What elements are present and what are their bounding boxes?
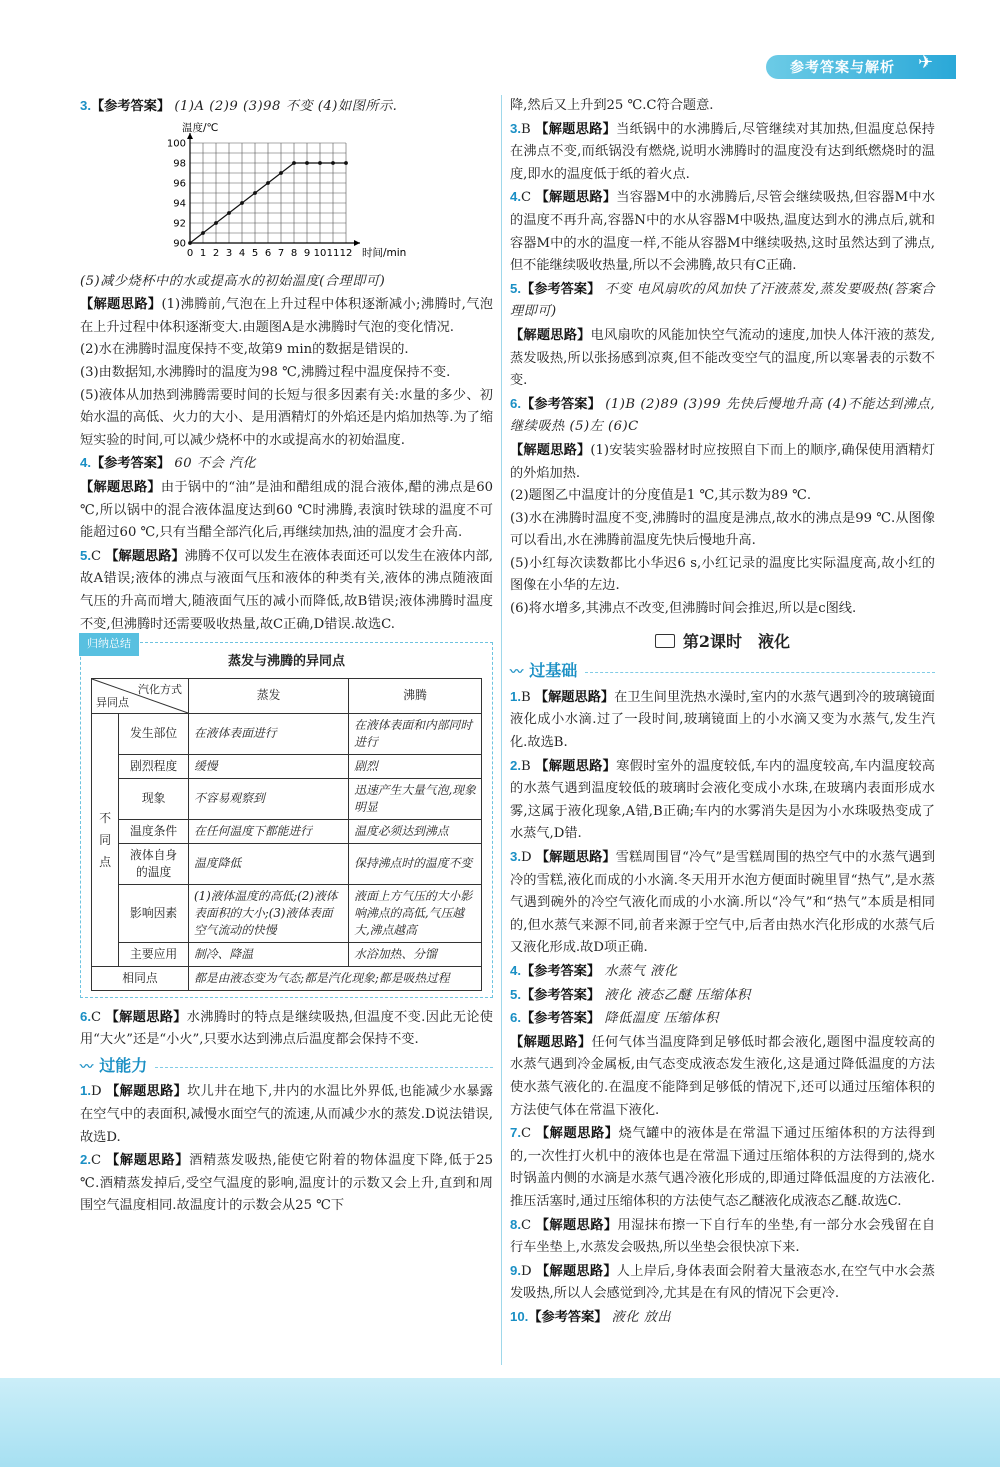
x-tick-label: 3 — [225, 247, 233, 259]
y-tick-label: 100 — [166, 138, 186, 150]
y-tick-label: 92 — [173, 218, 186, 230]
chart-svg — [80, 121, 407, 271]
data-point — [344, 161, 348, 165]
x-tick-label: 9 — [303, 247, 311, 259]
diff-label: 不同点 — [92, 713, 119, 966]
data-point — [240, 201, 244, 205]
table-row: 不同点 发生部位 在液体表面进行 在液体表面和内部同时进行 — [92, 713, 482, 754]
q5-analysis: 5.C 【解题思路】沸腾不仅可以发生在液体表面还可以发生在液体内部,故A错误;液体的沸点与液面气压和液体的种类有关,液体的沸点随液面气压的升高而增大,随液面气压的减小而降低,故B错误;液体沸腾时温度不变,但沸腾时还需要吸收热量,故C正确,D错误.故选C. — [80, 547, 493, 632]
wave-icon: 〰 — [510, 664, 524, 680]
q3-analysis-5: (5)液体从加热到沸腾需要时间的长短与很多因素有关:水量的多少、初始水温的高低、火力的大小、是用酒精灯的外焰还是内焰加热等.为了缩短实验的时间,可以减少烧杯中的水或提高水的初始温度. — [80, 387, 494, 448]
data-point — [253, 191, 257, 195]
q3-analysis-3: (3)由数据知,水沸腾时的温度为98 ℃,沸腾过程中温度保持不变. — [80, 364, 451, 380]
data-point — [266, 181, 270, 185]
table-row: 现象 不容易观察到 迅速产生大量气泡,现象明显 — [92, 778, 482, 819]
x-tick-label: 7 — [277, 247, 285, 259]
r5-answer: 5.【参考答案】 不变 电风扇吹的风加快了汗液蒸发,蒸发要吸热(答案合理即可) — [510, 280, 935, 320]
table-row: 主要应用 制冷、降温 水浴加热、分馏 — [92, 942, 482, 966]
x-axis-arrow — [354, 240, 360, 246]
banner-basics: 〰 过基础 — [510, 661, 935, 684]
section-title: 第2课时 液化 — [510, 631, 935, 654]
r6-analysis: 【解题思路】(1)安装实验器材时应按照自下而上的顺序,确保使用酒精灯的外焰加热. — [510, 441, 936, 481]
data-point — [318, 161, 322, 165]
r6-analysis-5: (5)小红每次读数都比小华迟6 s,小红记录的温度比实际温度高,故小红的图像在小华的左边. — [510, 555, 935, 594]
rocket-icon: ✈ — [918, 52, 934, 73]
x-tick-label: 1 — [199, 247, 207, 259]
data-point — [331, 161, 335, 165]
data-point — [279, 171, 283, 175]
q3-analysis-2: (2)水在沸腾时温度保持不变,故第9 min的数据是错误的. — [80, 342, 409, 358]
continuation-text: 降,然后又上升到25 ℃.C符合题意. — [510, 98, 714, 113]
same-label: 相同点 — [92, 966, 189, 990]
data-point — [305, 161, 309, 165]
r5-analysis: 【解题思路】电风扇吹的风能加快空气流动的速度,加快人体汗液的蒸发,蒸发吸热,所以张扬感到凉爽,但不能改变空气的温度,所以寒暑表的示数不变. — [510, 326, 935, 389]
q3-answer: 3.【参考答案】 (1)A (2)9 (3)98 不变 (4)如图所示. — [80, 98, 398, 114]
data-point — [188, 241, 192, 245]
n2-analysis: 2.C 【解题思路】酒精蒸发吸热,能使它附着的物体温度下降,低于25 ℃.酒精蒸发掉后,受空气温度的影响,温度计的示数又会上升,直到和周围空气温度相同.故温度计的示数会从25 ℃下 — [80, 1152, 493, 1214]
x-tick-label: 5 — [251, 247, 259, 259]
q6-analysis: 6.C 【解题思路】水沸腾时的特点是继续吸热,但温度不变.因此无论使用“大火”还是“小火”,只要水达到沸点后温度都会保持不变. — [80, 1008, 493, 1048]
table-corner: 汽化方式 异同点 — [92, 678, 189, 713]
left-column — [80, 95, 493, 1218]
r6-analysis-3: (3)水在沸腾时温度不变,沸腾时的温度是沸点,故水的沸点是99 ℃.从图像可以看出,水在沸腾前温度先快后慢地升高. — [510, 510, 935, 549]
column-divider — [501, 95, 502, 1365]
q4-answer: 4.【参考答案】 60 不会 汽化 — [80, 455, 257, 472]
b2-analysis: 2.B 【解题思路】寒假时室外的温度较低,车内的温度较高,车内温度较高的水蒸气遇到温度较低的玻璃时会液化变成小水珠,在玻璃内表面形成水雾,这属于液化现象,A错,B正确;车内的水雾消失是因为小水珠吸热变成了水蒸气,D错. — [510, 757, 935, 842]
q3-answer-5: (5)减少烧杯中的水或提高水的初始温度(合理即可) — [80, 273, 386, 289]
r6-analysis-2: (2)题图乙中温度计的分度值是1 ℃,其示数为89 ℃. — [510, 488, 812, 504]
b5-answer: 5.【参考答案】 液化 液态乙醚 压缩体积 — [510, 986, 751, 1003]
x-tick-label: 6 — [264, 247, 272, 259]
r6-analysis-6: (6)将水增多,其沸点不改变,但沸腾时间会推迟,所以是c图线. — [510, 601, 857, 617]
b3-analysis: 3.D 【解题思路】雪糕周围冒“冷气”是雪糕周围的热空气中的水蒸气遇到冷的雪糕,液化而成的小水滴.冬天用开水泡方便面时碗里冒“热气”,是水蒸气遇到碗外的冷空气液化而成的小水滴.所以“冷气”和“热气”本质是相同的,但水蒸气来源不同,前者来源于空气中,后者由热水汽化形成的水蒸气后又液化形成.故D项正确. — [510, 849, 936, 956]
col-evaporation: 蒸发 — [189, 678, 349, 713]
x-tick-label: 10 — [313, 247, 327, 259]
data-point — [292, 161, 296, 165]
r6-answer: 6.【参考答案】 (1)B (2)89 (3)99 先快后慢地升高 (4)不能达到沸点,继续吸热 (5)左 (6)C — [510, 395, 936, 435]
y-tick-label: 98 — [173, 158, 186, 170]
x-tick-label: 4 — [238, 247, 246, 259]
y-tick-label: 96 — [173, 178, 186, 190]
y-axis-label: 温度/℃ — [182, 121, 219, 134]
b9-analysis: 9.D 【解题思路】人上岸后,身体表面会附着大量液态水,在空气中水会蒸发吸热,所以人会感觉到冷,尤其是在有风的情况下会更冷. — [510, 1262, 935, 1302]
wave-icon: 〰 — [80, 1058, 94, 1074]
bottom-band — [0, 1378, 1000, 1467]
y-tick-label: 94 — [173, 198, 186, 210]
b4-answer: 4.【参考答案】 水蒸气 液化 — [510, 962, 678, 979]
table-header-row — [92, 678, 482, 713]
x-tick-label: 11 — [326, 247, 340, 259]
data-point — [201, 231, 205, 235]
r3-analysis: 3.B 【解题思路】当纸锅中的水沸腾后,尽管继续对其加热,但温度总保持在沸点不变,而纸锅没有燃烧,说明水沸腾时的温度没有达到纸燃烧时的温度,即水的温度低于纸的着火点. — [510, 120, 935, 182]
b7-analysis: 7.C 【解题思路】烧气罐中的液体是在常温下通过压缩体积的方法得到的,一次性打火机中的液体也是在常温下通过压缩体积的方法得到的,烧水时锅盖内侧的水滴是水蒸气遇冷液化形成的,即通过降低温度的方法液化.推压活塞时,通过压缩体积的方法使气态乙醚液化成液态乙醚.故选C. — [510, 1125, 936, 1209]
y-tick-label: 90 — [173, 238, 186, 250]
table-row: 液体自身的温度 温度降低 保持沸点时的温度不变 — [92, 843, 482, 884]
table-row: 剧烈程度 缓慢 剧烈 — [92, 754, 482, 778]
comparison-table — [91, 678, 482, 991]
table-row: 温度条件 在任何温度下都能进行 温度必须达到沸点 — [92, 819, 482, 843]
b8-analysis: 8.C 【解题思路】用湿抹布擦一下自行车的坐垫,有一部分水会残留在自行车坐垫上,水蒸发会吸热,所以坐垫会很快凉下来. — [510, 1216, 936, 1256]
book-icon — [655, 634, 675, 648]
table-row: 影响因素 (1)液体温度的高低;(2)液体表面积的大小;(3)液体表面空气流动的快慢 液面上方气压的大小影响沸点的高低,气压越大,沸点越高 — [92, 884, 482, 942]
right-column — [510, 95, 935, 1329]
col-boiling: 沸腾 — [349, 678, 482, 713]
x-tick-label: 8 — [290, 247, 298, 259]
table-row-same: 相同点 都是由液态变为气态;都是汽化现象;都是吸热过程 — [92, 966, 482, 990]
b6-answer: 6.【参考答案】 降低温度 压缩体积 — [510, 1010, 719, 1027]
summary-box — [80, 638, 493, 998]
n1-analysis: 1.D 【解题思路】坎儿井在地下,井内的水温比外界低,也能减少水暴露在空气中的表面积,减慢水面空气的流速,从而减少水的蒸发.D说法错误,故选D. — [80, 1083, 493, 1145]
x-tick-label: 0 — [186, 247, 194, 259]
b1-analysis: 1.B 【解题思路】在卫生间里洗热水澡时,室内的水蒸气遇到冷的玻璃镜面液化成小水滴.过了一段时间,玻璃镜面上的小水滴又变为水蒸气,发生汽化.故选B. — [510, 688, 935, 751]
b6-analysis: 【解题思路】任何气体当温度降到足够低时都会液化,题图中温度较高的水蒸气遇到冷金属板,由气态变成液态发生液化,这是通过降低温度的方法使水蒸气液化的.在温度不能降到足够低的情况下,还可以通过压缩体积的方法使气体在常温下液化. — [510, 1033, 935, 1118]
banner-ability: 〰 过能力 — [80, 1056, 493, 1079]
x-tick-label: 2 — [212, 247, 220, 259]
summary-title: 蒸发与沸腾的异同点 — [227, 654, 345, 670]
data-point — [227, 211, 231, 215]
q3-analysis: 【解题思路】(1)沸腾前,气泡在上升过程中体积逐渐减小;沸腾时,气泡在上升过程中体积逐渐变大.由题图A是水沸腾时气泡的变化情况. — [80, 296, 493, 335]
summary-label: 归纳总结 — [79, 633, 139, 656]
q4-analysis: 【解题思路】由于锅中的“油”是油和醋组成的混合液体,醋的沸点是60 ℃,所以锅中的混合液体温度达到60 ℃时沸腾,表演时铁球的温度不可能超过60 ℃,只有当醋全部汽化后,再继续加热,油的温度才会升高. — [80, 478, 493, 541]
temperature-chart — [80, 121, 493, 271]
data-point — [214, 221, 218, 225]
b10-answer: 10.【参考答案】 液化 放出 — [510, 1308, 672, 1325]
x-tick-label: 12 — [339, 247, 353, 259]
r4-analysis: 4.C 【解题思路】当容器M中的水沸腾后,尽管会继续吸热,但容器M中水的温度不再升高,容器N中的水从容器M中吸热,温度达到水的沸点后,就和容器M中的水的温度一样,不能从容器M中继续吸热,这时虽然达到了沸点,但不能继续吸收热量,所以不会沸腾,故只有C正确. — [510, 189, 936, 274]
x-axis-label: 时间/min — [362, 246, 407, 259]
header-title: 参考答案与解析 — [790, 59, 895, 75]
